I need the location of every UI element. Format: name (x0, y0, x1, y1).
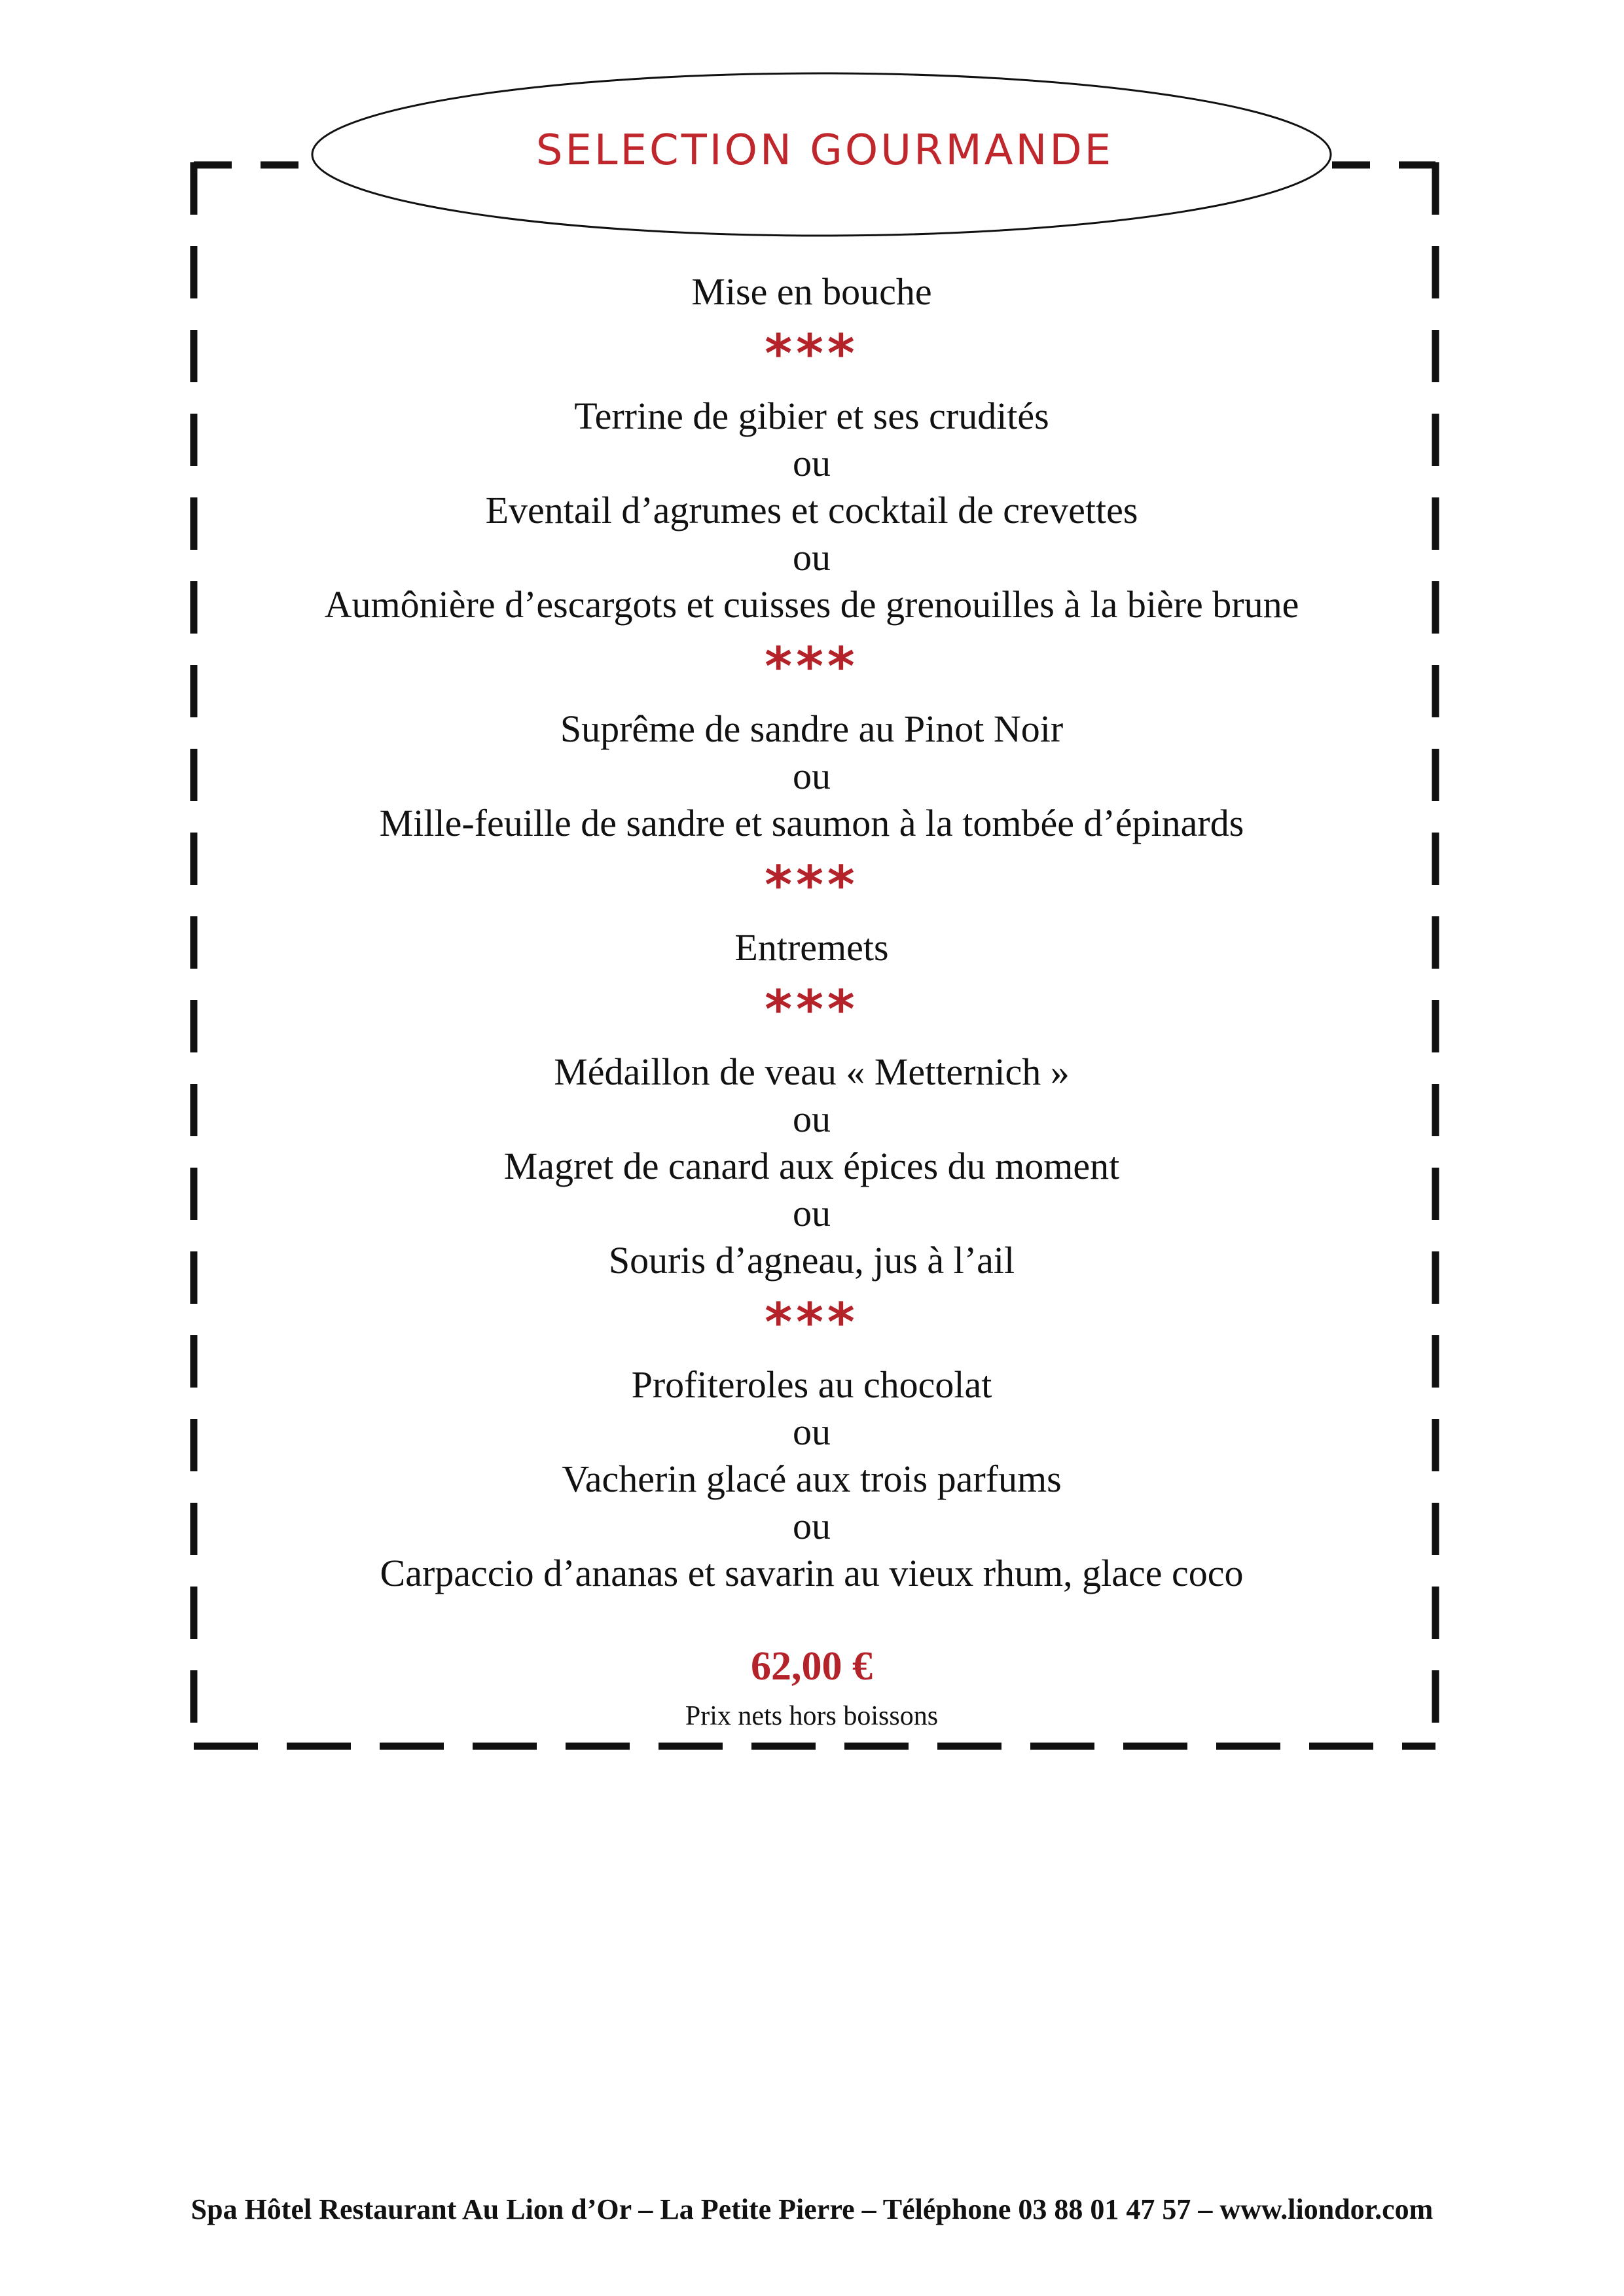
or-label: ou (793, 1192, 831, 1234)
course-2 (196, 393, 1427, 628)
menu-item: Médaillon de veau « Metternich » (554, 1050, 1070, 1093)
menu-item: Entremets (734, 926, 889, 969)
course-5 (196, 1049, 1427, 1284)
or-label: ou (793, 755, 831, 797)
menu-item: Aumônière d’escargots et cuisses de grenouilles à la bière brune (324, 583, 1299, 626)
footer-contact: Spa Hôtel Restaurant Au Lion d’Or – La Petite Pierre – Téléphone 03 88 01 47 57 – www.liondor.com (190, 2193, 1434, 2225)
course-1 (196, 268, 1427, 315)
course-separator: *** (765, 855, 859, 916)
menu-price: 62,00 € (751, 1644, 873, 1689)
menu-body (196, 268, 1427, 1597)
course-separator: *** (765, 1292, 859, 1353)
course-separator: *** (765, 979, 859, 1040)
course-3 (196, 706, 1427, 847)
course-separator: *** (765, 323, 859, 384)
menu-item: Vacherin glacé aux trois parfums (562, 1458, 1062, 1500)
menu-item: Souris d’agneau, jus à l’ail (608, 1239, 1015, 1282)
menu-item: Carpaccio d’ananas et savarin au vieux rhum, glace coco (380, 1552, 1244, 1594)
course-separator: *** (765, 636, 859, 697)
or-label: ou (793, 1098, 831, 1140)
menu-item: Terrine de gibier et ses crudités (574, 395, 1049, 437)
or-label: ou (793, 536, 831, 579)
menu-item: Mise en bouche (691, 270, 932, 313)
or-label: ou (793, 442, 831, 484)
price-note: Prix nets hors boissons (685, 1701, 939, 1731)
menu-item: Profiteroles au chocolat (631, 1363, 992, 1406)
menu-item: Suprême de sandre au Pinot Noir (560, 708, 1064, 750)
or-label: ou (793, 1505, 831, 1547)
course-6 (196, 1361, 1427, 1597)
menu-item: Magret de canard aux épices du moment (503, 1145, 1120, 1187)
menu-item: Eventail d’agrumes et cocktail de crevettes (485, 489, 1138, 531)
menu-title: SELECTION GOURMANDE (535, 126, 1114, 175)
course-4 (196, 924, 1427, 971)
menu-item: Mille-feuille de sandre et saumon à la tombée d’épinards (379, 802, 1244, 844)
or-label: ou (793, 1410, 831, 1453)
